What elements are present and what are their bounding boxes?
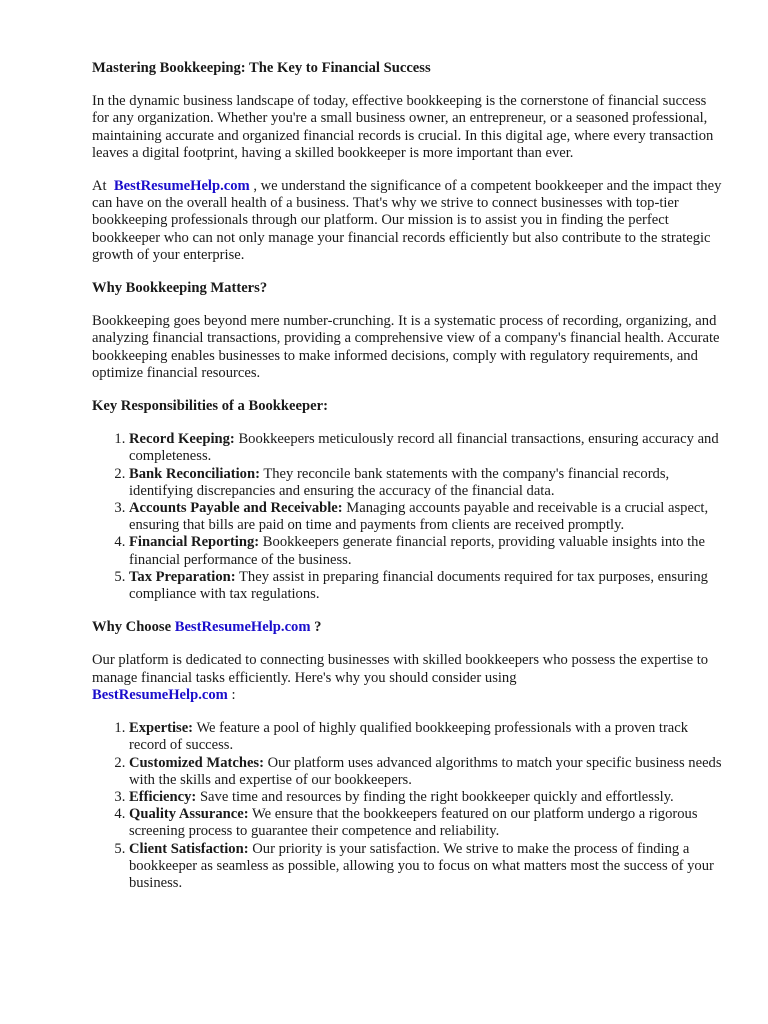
list-item-term: Accounts Payable and Receivable: xyxy=(129,500,343,517)
list-item-term: Quality Assurance: xyxy=(129,806,249,823)
mission-prefix: At xyxy=(92,178,107,195)
list-item xyxy=(129,841,724,893)
list-item xyxy=(129,466,724,500)
platform-paragraph xyxy=(92,652,724,704)
list-item-desc: We ensure that the bookkeepers featured on our platform undergo a rigorous screening process to guarantee their competence and reliability. xyxy=(129,806,698,840)
list-item xyxy=(129,431,724,465)
list-item xyxy=(129,720,724,754)
list-item-term: Expertise: xyxy=(129,720,194,737)
list-item-desc: They reconcile bank statements with the company's financial records, identifying discrepancies and ensuring the accuracy of the financial data. xyxy=(129,465,670,499)
list-item-term: Efficiency: xyxy=(129,788,197,805)
why-bookkeeping-heading: Why Bookkeeping Matters? xyxy=(92,280,268,297)
platform-text: Our platform is dedicated to connecting businesses with skilled bookkeepers who possess the expertise to manage financial tasks efficiently. Here's why you should consider using xyxy=(92,652,709,686)
why-choose-suffix: ? xyxy=(314,619,322,636)
reasons-list xyxy=(92,720,724,892)
intro-paragraph: In the dynamic business landscape of today, effective bookkeeping is the cornerstone of financial success for any organization. Whether you're a small business owner, an entrepreneur, or a seasoned professional, maintaining accurate and organized financial records is crucial. In this digital age, where every transaction leaves a digital footprint, having a skilled bookkeeper is more important than ever. xyxy=(92,93,714,161)
list-item-term: Customized Matches: xyxy=(129,754,264,771)
list-item xyxy=(129,534,724,568)
document-page xyxy=(92,60,724,908)
bestresumehelp-heading-link[interactable]: BestResumeHelp.com xyxy=(174,619,311,636)
list-item-term: Bank Reconciliation: xyxy=(129,465,260,482)
mission-text: , we understand the significance of a competent bookkeeper and the impact they can have on the overall health of a business. That's why we strive to connect businesses with top-tier bookkeeping professionals through our platform. Our mission is to assist you in finding the perfect bookkeeper who can not only manage your financial records efficiently but also contribute to the strategic growth of your enterprise. xyxy=(92,178,722,263)
bestresumehelp-inline-link[interactable]: BestResumeHelp.com xyxy=(92,686,228,703)
document-title: Mastering Bookkeeping: The Key to Financial Success xyxy=(92,60,431,76)
mission-paragraph xyxy=(92,178,724,264)
list-item-desc: Managing accounts payable and receivable is a crucial aspect, ensuring that bills are paid on time and payments from clients are received promptly. xyxy=(129,500,709,534)
responsibilities-list xyxy=(92,431,724,603)
responsibilities-heading: Key Responsibilities of a Bookkeeper: xyxy=(92,398,328,415)
list-item-desc: Bookkeepers generate financial reports, providing valuable insights into the financial performance of the business. xyxy=(129,534,705,568)
list-item-desc: Our platform uses advanced algorithms to match your specific business needs with the skills and expertise of our bookkeepers. xyxy=(129,754,722,788)
list-item-term: Financial Reporting: xyxy=(129,534,260,551)
bestresumehelp-link[interactable]: BestResumeHelp.com xyxy=(113,178,250,195)
list-item-term: Client Satisfaction: xyxy=(129,840,249,857)
list-item-desc: They assist in preparing financial documents required for tax purposes, ensuring compliance with tax regulations. xyxy=(129,568,708,603)
list-item-desc: We feature a pool of highly qualified bookkeeping professionals with a proven track record of success. xyxy=(129,720,689,754)
list-item xyxy=(129,755,724,789)
platform-suffix: : xyxy=(231,686,236,703)
why-choose-prefix: Why Choose xyxy=(92,619,172,636)
list-item-term: Tax Preparation: xyxy=(129,568,236,585)
list-item xyxy=(129,789,724,806)
why-choose-heading xyxy=(92,619,724,636)
list-item xyxy=(129,806,724,840)
list-item-desc: Our priority is your satisfaction. We strive to make the process of finding a bookkeeper as seamless as possible, allowing you to focus on what matters most the success of your business. xyxy=(129,840,714,891)
list-item-desc: Save time and resources by finding the right bookkeeper quickly and effortlessly. xyxy=(199,788,674,805)
why-bookkeeping-paragraph: Bookkeeping goes beyond mere number-crunching. It is a systematic process of recording, organizing, and analyzing financial transactions, providing a comprehensive view of a company's financial health. Accurate bookkeeping enables businesses to make informed decisions, comply with regulatory requirements, and optimize financial resources. xyxy=(92,313,720,381)
list-item xyxy=(129,569,724,603)
list-item-term: Record Keeping: xyxy=(129,431,235,448)
list-item xyxy=(129,500,724,534)
list-item-desc: Bookkeepers meticulously record all financial transactions, ensuring accuracy and completeness. xyxy=(129,431,719,465)
